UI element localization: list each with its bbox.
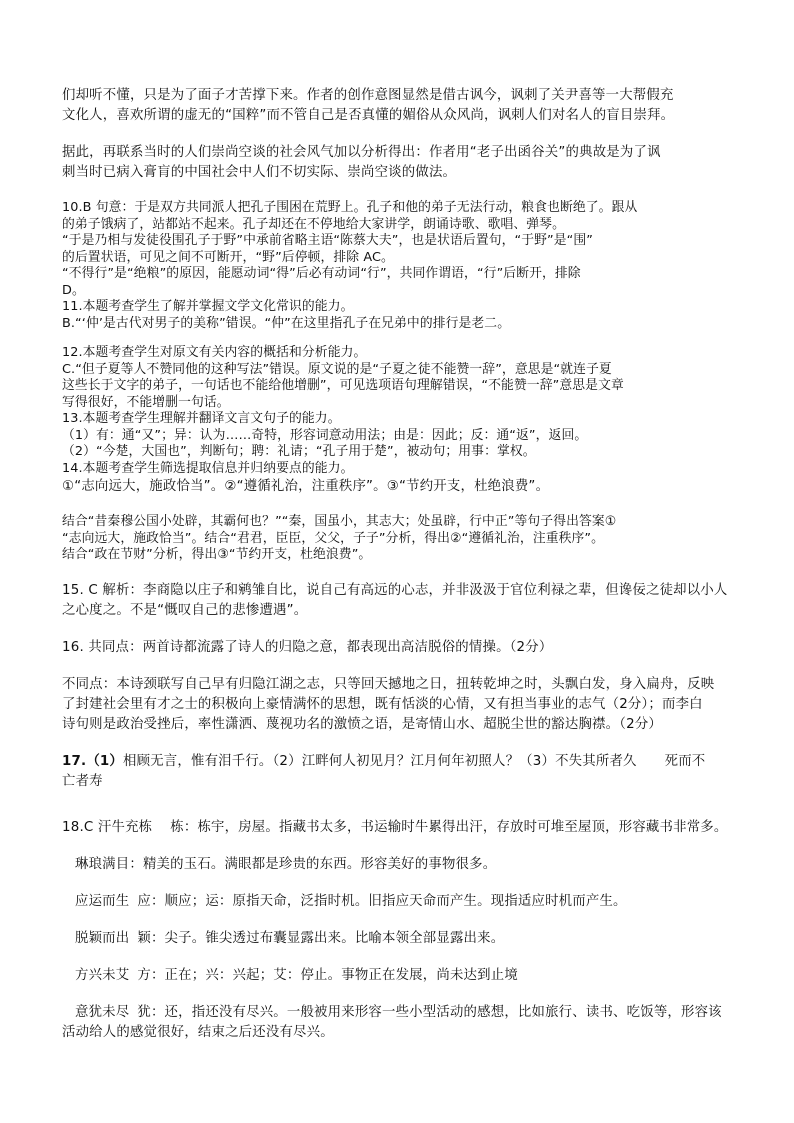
text-line: 不同点：本诗颈联写自己早有归隐江湖之志，只等回天撼地之日，扭转乾坤之时，头飘白发，身入扁舟，反映 — [62, 676, 715, 692]
text-line: C.“但子夏等人不赞同他的这种写法”错误。原文说的是“子夏之徒不能赞一辞”，意思是“就连子夏 — [62, 361, 612, 377]
text-line: 文化人，喜欢所谓的虚无的“国粹”而不管自己是否真懂的媚俗从众风尚，讽刺人们对名人的盲目崇拜。 — [62, 108, 675, 123]
idiom-explanation: 方：正在；兴：兴起；艾：停止。事物正在发展，尚未达到止境 — [137, 967, 518, 983]
idiom-explanation: ：精美的玉石。满眼都是珍贵的东西。形容美好的事物很多。 — [129, 856, 497, 872]
idiom-explanation: 应：顺应；运：原指天命，泛指时机。旧指应天命而产生。现指适应时机而产生。 — [137, 893, 627, 909]
idiom-term: 琳琅满目 — [75, 856, 130, 872]
text-line: 这些长于文字的弟子，一句话也不能给他增删”，可见选项语句理解错误，“不能赞一辞”意思是文章 — [62, 378, 624, 393]
text-line: 之心度之。不是“慨叹自己的悲惨遭遇”。 — [62, 602, 308, 618]
text-line: 12.本题考查学生对原文有关内容的概括和分析能力。 — [62, 345, 367, 360]
answer-10 — [62, 200, 742, 299]
text-line: （1）有：通“又”；异：认为……奇特，形容词意动用法；由是：因此；反：通“返”，返回。 — [62, 427, 588, 443]
idiom-explanation: 犹：还，指还没有尽兴。一般被用来形容一些小型活动的感想，比如旅行、读书、吃饭等，形容该 — [137, 1004, 722, 1020]
text-line: 16. 共同点：两首诗都流露了诗人的归隐之意，都表现出高洁脱俗的情操。（2分） — [62, 639, 553, 655]
text-line: （2）“今楚，大国也”，判断句；聘：礼请；“孔子用于楚”，被动句；用事：掌权。 — [62, 444, 536, 459]
answer-14-detail — [62, 514, 742, 564]
idiom-explanation: 栋：栋宇，房屋。指藏书太多，书运输时牛累得出汗，存放时可堆至屋顶，形容藏书非常多。 — [170, 819, 728, 835]
text-line: 了封建社会里有才之士的积极向上豪情满怀的思想，既有恬淡的心情，又有担当事业的志气（2分）；而李白 — [62, 696, 703, 712]
text-line: 的后置状语，可见之间不可断开，“野”后停顿，排除 AC。 — [62, 249, 394, 265]
paragraph-satire — [62, 86, 742, 126]
idiom-term: 意犹未尽 — [75, 1004, 130, 1020]
text-line: 的弟子饿病了，站都站不起来。孔子却还在不停地给大家讲学，朗诵诗歌、歌唱、弹琴。 — [62, 216, 565, 232]
text-line: 15. C 解析：李商隐以庄子和鹓雏自比，说自己有高远的心志，并非汲汲于官位利禄之辈，但谗佞之徒却以小人 — [62, 582, 728, 598]
idiom-term: 脱颖而出 — [75, 930, 130, 946]
text-line: “于是乃相与发徒役围孔子于野”中承前省略主语“陈蔡大夫”，也是状语后置句，“于野”是“围” — [62, 233, 594, 248]
text-line: 结合“政在节财”分析，得出③“节约开支，杜绝浪费”。 — [62, 547, 372, 562]
text-line: “志向远大，施政恰当”。结合“君君，臣臣，父父，子子”分析，得出②“遵循礼治，注重秩序”。 — [62, 530, 605, 546]
text-line: 活动给人的感觉很好，结束之后还没有尽兴。 — [62, 1024, 334, 1040]
text-line: 们却听不懂，只是为了面子才苦撑下来。作者的创作意图显然是借古讽今，讽刺了关尹喜等一大帮假充 — [62, 88, 674, 103]
text-line: 10.B 句意：于是双方共同派人把孔子围困在荒野上。孔子和他的弟子无法行动，粮食也断绝了。跟从 — [62, 200, 638, 215]
text-line: 11.本题考查学生了解并掌握文学文化常识的能力。 — [62, 299, 354, 314]
answer-18 — [62, 818, 742, 1043]
answer-11 — [62, 299, 742, 332]
text-segment: 相顾无言，惟有泪千行。（2）江畔何人初见月？江月何年初照人？（3）不失其所者久 — [123, 753, 637, 769]
idiom-term: 应运而生 — [75, 893, 130, 909]
idiom-term: 方兴未艾 — [75, 967, 130, 983]
text-line: 刺当时已病入膏肓的中国社会中人们不切实际、崇尚空谈的做法。 — [62, 165, 457, 180]
paragraph-conclusion — [62, 143, 742, 183]
text-line: 14.本题考查学生筛选提取信息并归纳要点的能力。 — [62, 460, 354, 476]
idiom-explanation: 颖：尖子。锥尖透过布囊显露出来。比喻本领全部显露出来。 — [137, 930, 505, 946]
text-line: B.“‘仲’是古代对男子的美称”错误。“仲”在这里指孔子在兄弟中的排行是老二。 — [62, 315, 511, 331]
text-line: 写得很好，不能增删一句话。 — [62, 394, 230, 410]
text-line: “不得行”是“绝粮”的原因，能愿动词“得”后必有动词“行”，共同作谓语，“行”后断开，排除 — [62, 266, 581, 281]
text-line: D。 — [62, 282, 85, 298]
answer-15 — [62, 581, 742, 621]
text-line: 亡者寿 — [62, 773, 103, 789]
text-segment: 死而不 — [664, 753, 706, 769]
answer-17 — [62, 752, 742, 792]
text-line: ①“志向远大，施政恰当”。②“遵循礼治，注重秩序”。③“节约开支，杜绝浪费”。 — [62, 479, 550, 494]
answer-16 — [62, 638, 742, 735]
text-line: 结合“昔秦穆公国小处辟，其霸何也？”“秦，国虽小，其志大；处虽辟，行中正”等句子得出答案① — [62, 514, 617, 529]
answer-12-14 — [62, 345, 742, 497]
idiom-term: 18.C 汗牛充栋 — [62, 819, 153, 835]
text-line: 13.本题考查学生理解并翻译文言文句子的能力。 — [62, 411, 341, 426]
answer-document — [62, 86, 742, 1043]
text-line: 据此，再联系当时的人们崇尚空谈的社会风气加以分析得出：作者用“老子出函谷关”的典故是为了讽 — [62, 145, 661, 160]
text-line: 诗句则是政治受挫后，率性潇洒、蔑视功名的激愤之语，是寄情山水、超脱尘世的豁达胸襟。（2分） — [62, 716, 663, 732]
question-number: 17.（1） — [62, 753, 124, 769]
